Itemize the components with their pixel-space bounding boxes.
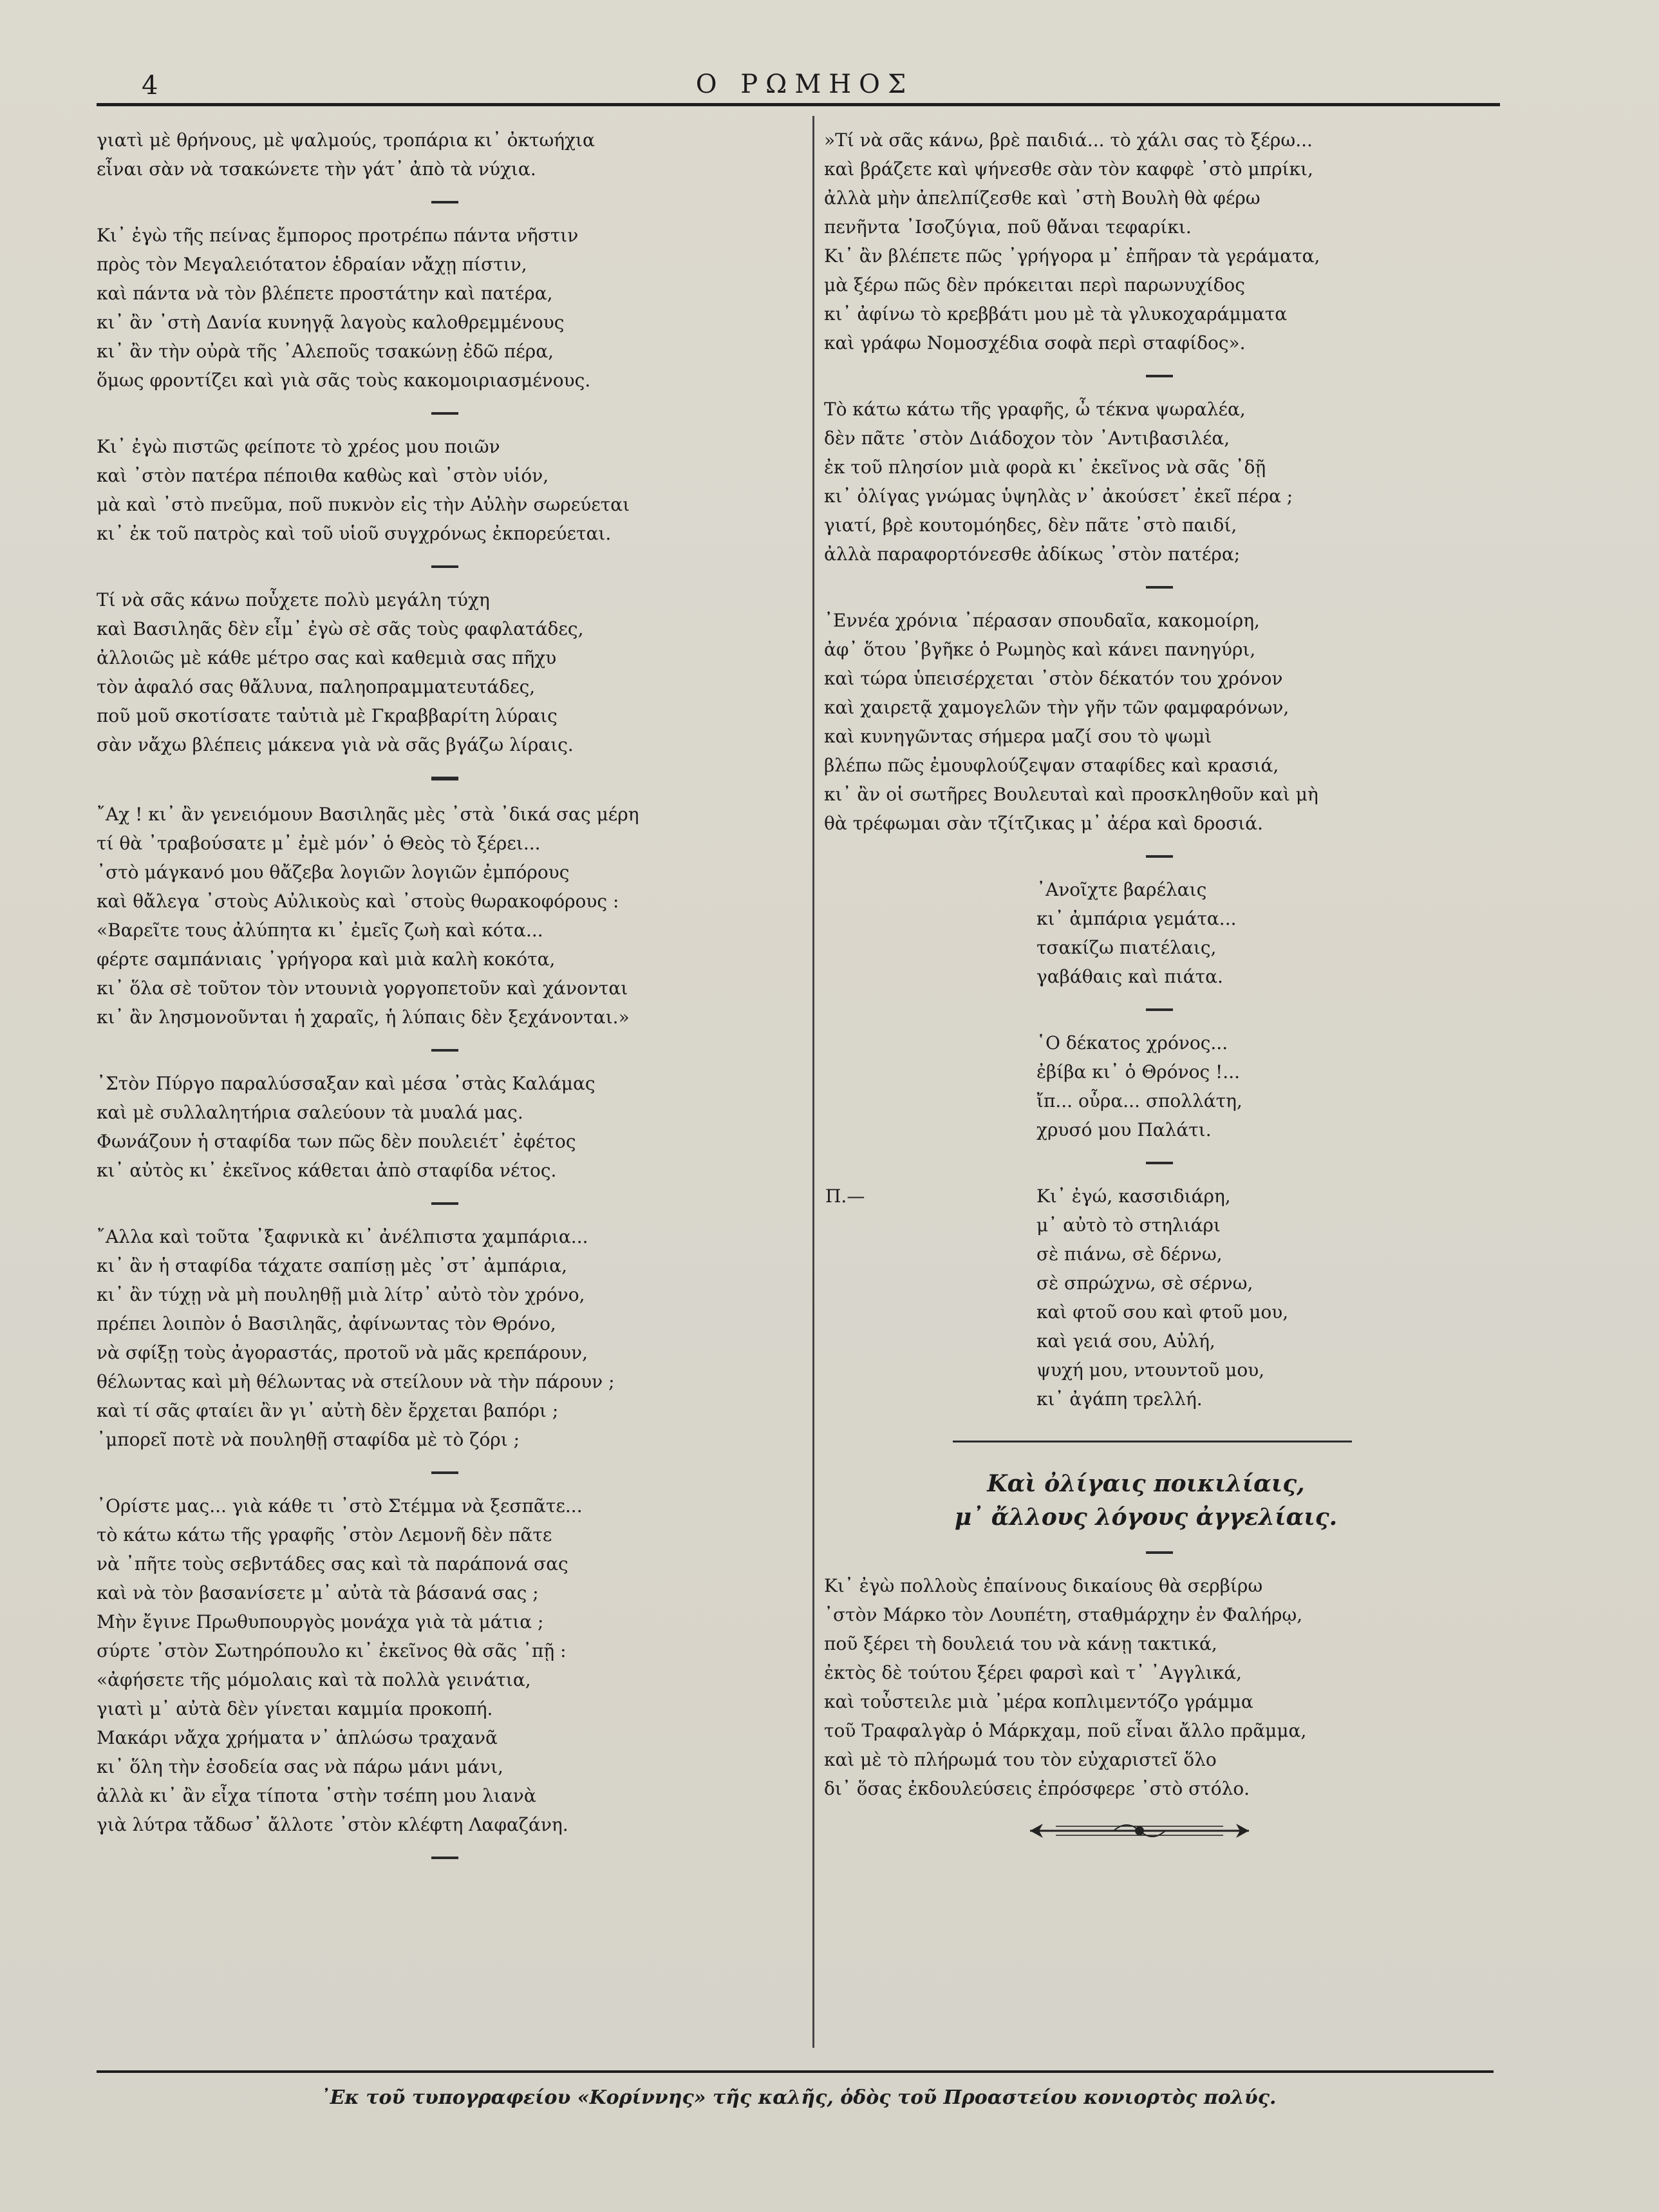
verse-line: πρὸς τὸν Μεγαλειότατον ἑδραίαν νἄχῃ πίστιν, [97,254,527,275]
verse-line: καὶ τί σᾶς φταίει ἂν γι᾽ αὐτὴ δὲν ἔρχεται βαπόρι ; [97,1400,559,1421]
verse-line: καὶ νὰ τὸν βασανίσετε μ᾽ αὐτὰ τὰ βάσανά σας ; [97,1582,539,1603]
stanza [97,1491,792,1839]
verse-line: μ᾽ αὐτὸ τὸ στηλιάρι [1036,1215,1221,1236]
verse-line: Κι᾽ ἐγώ, κασσιδιάρη, [1036,1186,1231,1207]
verse-line: κι᾽ ἂν τὴν οὐρὰ τῆς ᾽Αλεποῦς τσακώνῃ ἐδῶ πέρα, [97,341,554,362]
verse-line: καὶ τώρα ὑπεισέρχεται ᾽στὸν δέκατόν του χρόνον [824,668,1283,689]
verse-line: τὸν ἀφαλό σας θἄλυνα, παληοπραμματευτάδες, [97,676,536,697]
header-rule [97,103,1500,106]
verse-line: κι᾽ ἂν ἡ σταφίδα τάχατε σαπίσῃ μὲς ᾽στ᾽ ἀμπάρια, [97,1255,567,1276]
section-heading-line: Καὶ ὀλίγαις ποικιλίαις, [987,1470,1305,1497]
verse-line: καὶ ᾽στὸν πατέρα πέποιθα καθὼς καὶ ᾽στὸν υἱόν, [97,465,549,486]
verse-line: σὲ σπρώχνω, σὲ σέρνω, [1036,1272,1253,1294]
verse-line: γαβάθαις καὶ πιάτα. [1036,966,1223,987]
verse-line: δὲν πᾶτε ᾽στὸν Διάδοχον τὸν ᾽Αντιβασιλέα, [824,428,1230,449]
stanza-separator [431,1857,458,1859]
verse-line: ἀλλοιῶς μὲ κάθε μέτρο σας καὶ καθεμιὰ σας πῆχυ [97,647,557,668]
verse-line: ᾽στὸν Μάρκο τὸν Λουπέτη, σταθμάρχην ἐν Φαλήρῳ, [824,1604,1303,1625]
stanza-separator [431,1049,458,1052]
page-number: 4 [142,71,158,100]
verse-line: πρέπει λοιπὸν ὁ Βασιληᾶς, ἀφίνωντας τὸν Θρόνο, [97,1313,556,1334]
verse-line: καὶ μὲ τὸ πλήρωμά του τὸν εὐχαριστεῖ ὅλο [824,1749,1217,1770]
verse-line: ἀλλὰ παραφορτόνεσθε ἀδίκως ᾽στὸν πατέρα; [824,544,1241,565]
verse-line: μὰ ξέρω πῶς δὲν πρόκειται περὶ παρωνυχίδος [824,274,1245,296]
footer-rule [97,2070,1494,2073]
verse-line: καὶ Βασιληᾶς δὲν εἶμ᾽ ἐγὼ σὲ σᾶς τοὺς φαφλατάδες, [97,618,584,639]
verse-line: σὰν νἄχω βλέπεις μάκενα γιὰ νὰ σᾶς βγάζω λίραις. [97,734,574,755]
verse-line: ἐκτὸς δὲ τούτου ξέρει φαρσὶ καὶ τ᾽ ᾽Αγγλικά, [824,1662,1242,1683]
author-signature: Π.— [825,1186,865,1207]
stanza-separator [431,1471,458,1474]
stanza [97,1222,792,1454]
stanza-separator [1146,855,1173,858]
verse-line: κι᾽ ὀλίγας γνώμας ὑψηλὰς ν᾽ ἀκούσετ᾽ ἐκεῖ πέρα ; [824,486,1293,507]
verse-line: Μὴν ἔγινε Πρωθυπουργὸς μονάχα γιὰ τὰ μάτια ; [97,1611,544,1632]
stanza-separator [1146,1008,1173,1011]
stanza-separator [431,412,458,415]
verse-line: κι᾽ ἂν λησμονοῦνται ἡ χαραῖς, ἡ λύπαις δὲν ξεχάνονται.» [97,1007,630,1028]
verse-line: Κι᾽ ἐγὼ πολλοὺς ἐπαίνους δικαίους θὰ σερβίρω [824,1575,1263,1596]
verse-line: ποῦ ξέρει τὴ δουλειά του νὰ κάνῃ τακτικά, [824,1633,1217,1654]
verse-line: κι᾽ ἀμπάρια γεμάτα... [1036,908,1237,929]
verse-line: καὶ γειά σου, Αὐλή, [1036,1330,1215,1352]
verse-line: γιατὶ μ᾽ αὐτὰ δὲν γίνεται καμμία προκοπή. [97,1698,493,1719]
verse-line: κι᾽ αὐτὸς κι᾽ ἐκεῖνος κάθεται ἀπὸ σταφίδα νέτος. [97,1160,557,1181]
stanza-separator-double [431,777,458,780]
ornament-flourish-icon [1017,1816,1262,1846]
verse-line: τοῦ Τραφαλγὰρ ὁ Μάρκχαμ, ποῦ εἶναι ἄλλο πρᾶμμα, [824,1720,1307,1741]
verse-line: Κι᾽ ἂν βλέπετε πῶς ᾽γρήγορα μ᾽ ἐπῆραν τὰ γεράματα, [824,245,1320,267]
verse-line: κι᾽ ὅλη τὴν ἐσοδεία σας νὰ πάρω μάνι μάνι, [97,1756,503,1777]
verse-line: θὰ τρέφωμαι σὰν τζίτζικας μ᾽ ἀέρα καὶ δροσιά. [824,813,1263,834]
verse-line: ἀλλὰ κι᾽ ἂν εἶχα τίποτα ᾽στὴν τσέπη μου λιανὰ [97,1785,536,1806]
page-header [97,63,1513,102]
verse-line: καὶ φτοῦ σου καὶ φτοῦ μου, [1036,1301,1289,1323]
verse-line: γιὰ λύτρα τἄδωσ᾽ ἄλλοτε ᾽στὸν κλέφτη Λαφαζάνη. [97,1814,568,1835]
printer-imprint: ᾽Εκ τοῦ τυπογραφείου «Κορίννης» τῆς καλῆς, ὁδὸς τοῦ Προαστείου κονιορτὸς πολύς. [320,2086,1277,2109]
verse-line: σύρτε ᾽στὸν Σωτηρόπουλο κι᾽ ἐκεῖνος θὰ σᾶς ᾽πῇ : [97,1640,567,1661]
verse-line: νὰ ᾽πῆτε τοὺς σεβντάδες σας καὶ τὰ παράπονά σας [97,1553,568,1574]
verse-line: ᾽Ορίστε μας... γιὰ κάθε τι ᾽στὸ Στέμμα νὰ ξεσπᾶτε... [97,1495,583,1517]
signed-stanza [824,1182,1500,1413]
verse-line: ποῦ μοῦ σκοτίσατε ταὐτιὰ μὲ Γκραββαρίτη λύραις [97,705,558,726]
verse-line: εἶναι σὰν νὰ τσακώνετε τὴν γάτ᾽ ἀπὸ τὰ νύχια. [97,158,536,180]
announcement-text [824,1571,1500,1803]
section-heading-line: μ᾽ ἄλλους λόγους ἀγγελίαις. [954,1504,1338,1531]
verse-line: νὰ σφίξῃ τοὺς ἀγοραστάς, προτοῦ νὰ μᾶς κρεπάρουν, [97,1342,588,1363]
verse-line: ἀλλὰ μὴν ἀπελπίζεσθε καὶ ᾽στὴ Βουλὴ θὰ φέρω [824,187,1261,209]
stanza-separator [1146,375,1173,377]
stanza [97,1069,792,1185]
verse-line: κι᾽ ἂν τύχῃ νὰ μὴ πουληθῇ μιὰ λίτρ᾽ αὐτὸ τὸν χρόνο, [97,1284,585,1305]
verse-line: ἐκ τοῦ πλησίον μιὰ φορὰ κι᾽ ἐκεῖνος νὰ σᾶς ᾽δῇ [824,457,1266,478]
stanza [97,585,792,759]
stanza [97,126,792,184]
verse-line: ᾽Στὸν Πύργο παραλύσσαξαν καὶ μέσα ᾽στὰς Καλάμας [97,1073,595,1094]
verse-line: κι᾽ ἂν οἱ σωτῆρες Βουλευταὶ καὶ προσκληθοῦν καὶ μὴ [824,784,1318,805]
verse-line: »Τί νὰ σᾶς κάνω, βρὲ παιδιά... τὸ χάλι σας τὸ ξέρω... [824,129,1313,151]
verse-line: φέρτε σαμπάνιαις ᾽γρήγορα καὶ μιὰ καλὴ κοκότα, [97,949,556,970]
verse-line: καὶ πάντα νὰ τὸν βλέπετε προστάτην καὶ πατέρα, [97,283,553,304]
stanza-separator [431,201,458,203]
verse-line: καὶ χαιρετᾷ χαμογελῶν τὴν γῆν τῶν φαμφαρόνων, [824,697,1289,718]
verse-line: Μακάρι νἄχα χρήματα ν᾽ ἁπλώσω τραχανᾶ [97,1727,498,1748]
verse-line: Τί νὰ σᾶς κάνω ποὖχετε πολὺ μεγάλη τύχη [97,589,490,610]
verse-line: Τὸ κάτω κάτω τῆς γραφῆς, ὦ τέκνα ψωραλέα, [824,399,1246,420]
verse-line: ἀφ᾽ ὅτου ᾽βγῆκε ὁ Ρωμηὸς καὶ κάνει πανηγύρι, [824,639,1256,660]
verse-line: καὶ γράφω Νομοσχέδια σοφὰ περὶ σταφίδος». [824,332,1246,354]
verse-line: γιατὶ μὲ θρήνους, μὲ ψαλμούς, τροπάρια κι᾽ ὀκτωήχια [97,129,595,151]
verse-line: σὲ πιάνω, σὲ δέρνω, [1036,1243,1223,1265]
verse-line: καὶ κυνηγῶντας σήμερα μαζί σου τὸ ψωμὶ [824,726,1212,747]
verse-line: μὰ καὶ ᾽στὸ πνεῦμα, ποῦ πυκνὸν εἰς τὴν Αὐλὴν σωρεύεται [97,494,630,515]
verse-line: κι᾽ ὅλα σὲ τοῦτον τὸν ντουνιὰ γοργοπετοῦν καὶ χάνονται [97,978,628,999]
column-divider [812,116,814,2048]
verse-line: ῎Αχ ! κι᾽ ἂν γενειόμουν Βασιληᾶς μὲς ᾽στὰ ᾽δικά σας μέρη [97,804,639,825]
verse-line: Φωνάζουν ἡ σταφίδα των πῶς δὲν πουλειέτ᾽ ἐφέτος [97,1131,576,1152]
stanza-separator [1146,1551,1173,1554]
verse-line: Κι᾽ ἐγὼ τῆς πείνας ἔμπορος προτρέπω πάντα νῆστιν [97,225,579,246]
verse-line: πενῆντα ᾽Ισοζύγια, ποῦ θἄναι τεφαρίκι. [824,216,1192,238]
stanza [824,395,1500,569]
verse-line: θέλωντας καὶ μὴ θέλωντας νὰ στείλουν νὰ τὴν πάρουν ; [97,1371,615,1392]
short-stanza [824,1028,1500,1144]
stanza [97,432,792,548]
verse-line: «Βαρεῖτε τους ἀλύπητα κι᾽ ἐμεῖς ζωὴ καὶ κότα... [97,920,543,941]
verse-line: ᾽Ανοῖχτε βαρέλαις [1036,879,1207,900]
stanza-separator [1146,586,1173,589]
verse-line: «ἀφήσετε τῆς μόμολαις καὶ τὰ πολλὰ γεινάτια, [97,1669,531,1690]
stanza [824,606,1500,838]
verse-line: ᾽Εννέα χρόνια ᾽πέρασαν σπουδαῖα, κακομοίρη, [824,610,1260,631]
verse-line: ᾽στὸ μάγκανό μου θἄζεβα λογιῶν λογιῶν ἐμπόρους [97,862,570,883]
verse-line: κι᾽ ἂν ᾽στὴ Δανία κυνηγᾷ λαγοὺς καλοθρεμμένους [97,312,565,333]
verse-line: τί θὰ ᾽τραβούσατε μ᾽ ἐμὲ μόν᾽ ὁ Θεὸς τὸ ξέρει... [97,833,541,854]
verse-line: καὶ βράζετε καὶ ψήνεσθε σὰν τὸν καφφὲ ᾽στὸ μπρίκι, [824,158,1313,180]
stanza-separator [1146,1162,1173,1164]
verse-line: γιατί, βρὲ κουτομόηδες, δὲν πᾶτε ᾽στὸ παιδί, [824,515,1237,536]
verse-line: Κι᾽ ἐγὼ πιστῶς φείποτε τὸ χρέος μου ποιῶν [97,436,500,457]
section-heading [792,1467,1500,1534]
verse-line: ῎Αλλα καὶ τοῦτα ᾽ξαφνικὰ κι᾽ ἀνέλπιστα χαμπάρια... [97,1226,588,1247]
verse-line: δι᾽ ὅσας ἐκδουλεύσεις ἐπρόσφερε ᾽στὸ στόλο. [824,1778,1250,1799]
verse-line: ἴπ... οὖρα... σπολλάτη, [1036,1090,1242,1111]
verse-line: κι᾽ ἀφίνω τὸ κρεββάτι μου μὲ τὰ γλυκοχαράμματα [824,303,1288,325]
verse-line: καὶ μὲ συλλαλητήρια σαλεύουν τὰ μυαλά μας. [97,1102,523,1123]
short-stanza [824,875,1500,991]
verse-line: κι᾽ ἐκ τοῦ πατρὸς καὶ τοῦ υἱοῦ συγχρόνως ἐκπορεύεται. [97,523,612,544]
verse-line: ψυχή μου, ντουντοῦ μου, [1036,1359,1265,1381]
verse-line: καὶ θἄλεγα ᾽στοὺς Αὐλικοὺς καὶ ᾽στοὺς θωρακοφόρους : [97,891,619,912]
verse-line: καὶ τοὖστειλε μιὰ ᾽μέρα κοπλιμεντόζο γράμμα [824,1691,1253,1712]
stanza-separator [431,1202,458,1205]
right-column [824,126,1500,1846]
stanza [824,126,1500,357]
stanza-separator [431,565,458,568]
verse-line: ὅμως φροντίζει καὶ γιὰ σᾶς τοὺς κακομοιριασμένους. [97,370,591,391]
stanza [97,800,792,1032]
verse-line: τσακίζω πιατέλαις, [1036,937,1217,958]
left-column [97,126,792,1876]
verse-line: τὸ κάτω κάτω τῆς γραφῆς ᾽στὸν Λεμονῆ δὲν πᾶτε [97,1524,552,1546]
verse-line: βλέπω πῶς ἐμουφλούζεψαν σταφίδες καὶ κρασιά, [824,755,1279,776]
section-divider [953,1441,1352,1442]
verse-line: χρυσό μου Παλάτι. [1036,1119,1212,1140]
verse-line: ᾽μπορεῖ ποτὲ νὰ πουληθῇ σταφίδα μὲ τὸ ζόρι ; [97,1429,520,1450]
verse-line: κι᾽ ἀγάπη τρελλή. [1036,1388,1203,1410]
verse-line: ἐβίβα κι᾽ ὁ Θρόνος !... [1036,1061,1241,1082]
verse-line: ῾Ο δέκατος χρόνος... [1036,1032,1228,1054]
newspaper-title: Ο ΡΩΜΗΟΣ [695,70,914,99]
stanza [97,221,792,395]
